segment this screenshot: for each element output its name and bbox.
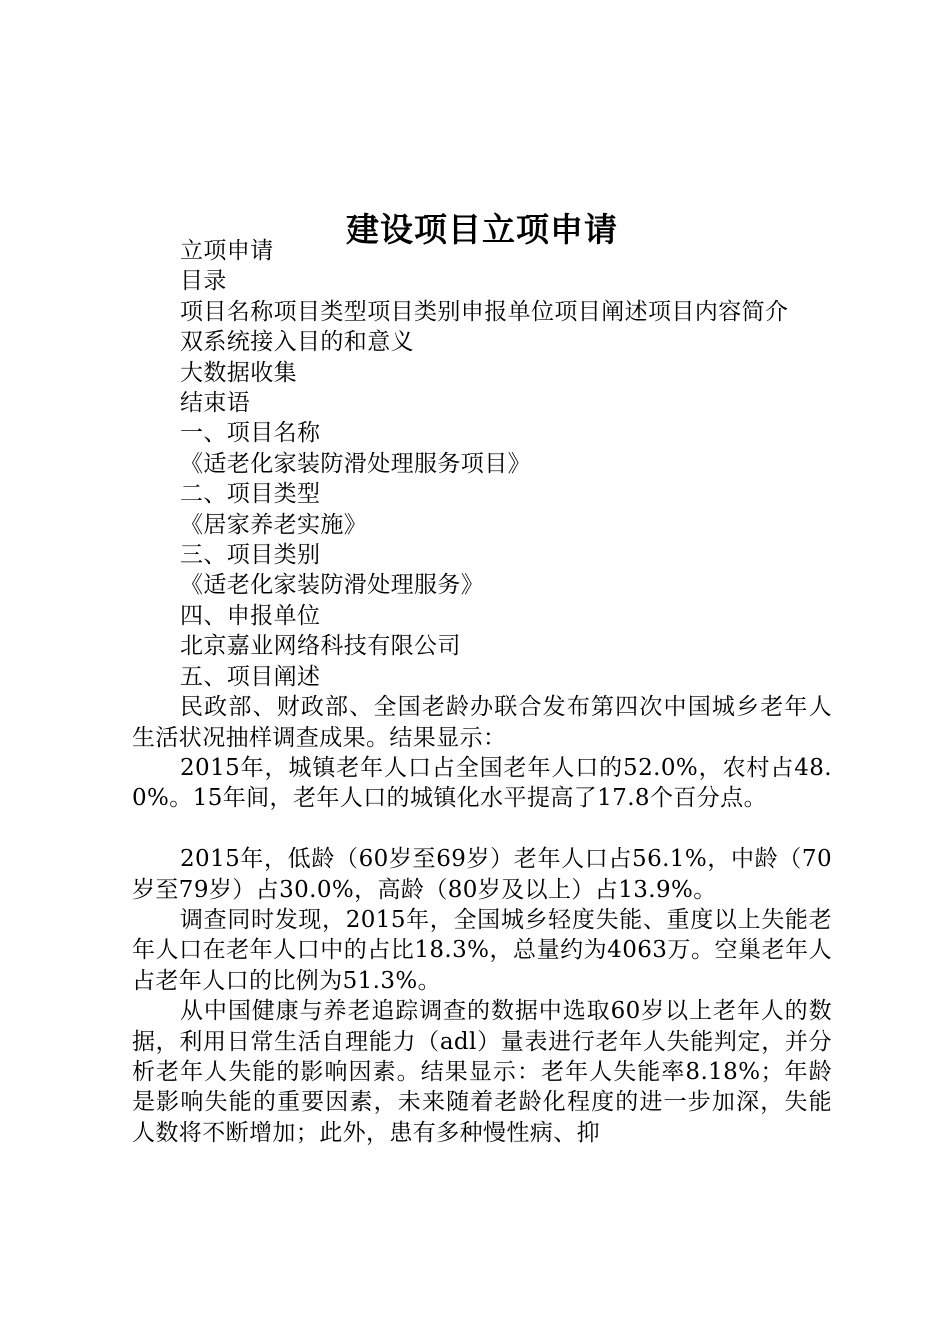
blank-line — [132, 814, 832, 844]
section-heading-applicant: 四、申报单位 — [180, 602, 321, 629]
section-heading-project-category: 三、项目类别 — [180, 542, 321, 569]
paragraph-project-name: 《适老化家装防滑处理服务项目》 — [180, 450, 531, 477]
paragraph-project-category: 《适老化家装防滑处理服务》 — [180, 572, 485, 599]
paragraph-application: 立项申请 — [180, 238, 274, 264]
paragraph-toc-purpose: 双系统接入目的和意义 — [180, 329, 414, 356]
document-body — [132, 236, 832, 1148]
paragraph-toc-items: 项目名称项目类型项目类别申报单位项目阐述项目内容简介 — [180, 298, 789, 325]
paragraph-toc-bigdata: 大数据收集 — [180, 359, 297, 386]
paragraph-disability-share: 调查同时发现，2015年，全国城乡轻度失能、重度以上失能老年人口在老年人口中的占比18.3%，总量约为4063万。空巢老年人占老年人口的比例为51.3%。 — [132, 906, 832, 994]
section-heading-project-name: 一、项目名称 — [180, 420, 321, 447]
paragraph-survey-intro: 民政部、财政部、全国老龄办联合发布第四次中国城乡老年人生活状况抽样调查成果。结果显示： — [132, 694, 832, 751]
paragraph-disability-analysis: 从中国健康与养老追踪调查的数据中选取60岁以上老年人的数据，利用日常生活自理能力（adl）量表进行老年人失能判定，并分析老年人失能的影响因素。结果显示：老年人失能率8.18%；年龄是影响失能的重要因素，未来随着老龄化程度的进一步加深，失能人数将不断增加；此外，患有多种慢性病、抑 — [132, 998, 832, 1146]
document-title: 建设项目立项申请 — [346, 210, 618, 250]
paragraph-project-type: 《居家养老实施》 — [180, 511, 368, 538]
paragraph-toc-heading: 目录 — [180, 268, 227, 295]
paragraph-applicant: 北京嘉业网络科技有限公司 — [180, 633, 461, 660]
paragraph-age-distribution: 2015年，低龄（60岁至69岁）老年人口占56.1%，中龄（70岁至79岁）占30.0%，高龄（80岁及以上）占13.9%。 — [132, 846, 832, 903]
section-heading-project-type: 二、项目类型 — [180, 481, 321, 508]
paragraph-urbanization: 2015年，城镇老年人口占全国老年人口的52.0%，农村占48.0%。15年间，老年人口的城镇化水平提高了17.8个百分点。 — [132, 754, 832, 812]
paragraph-toc-conclusion: 结束语 — [180, 390, 251, 417]
section-heading-project-description: 五、项目阐述 — [180, 663, 321, 690]
